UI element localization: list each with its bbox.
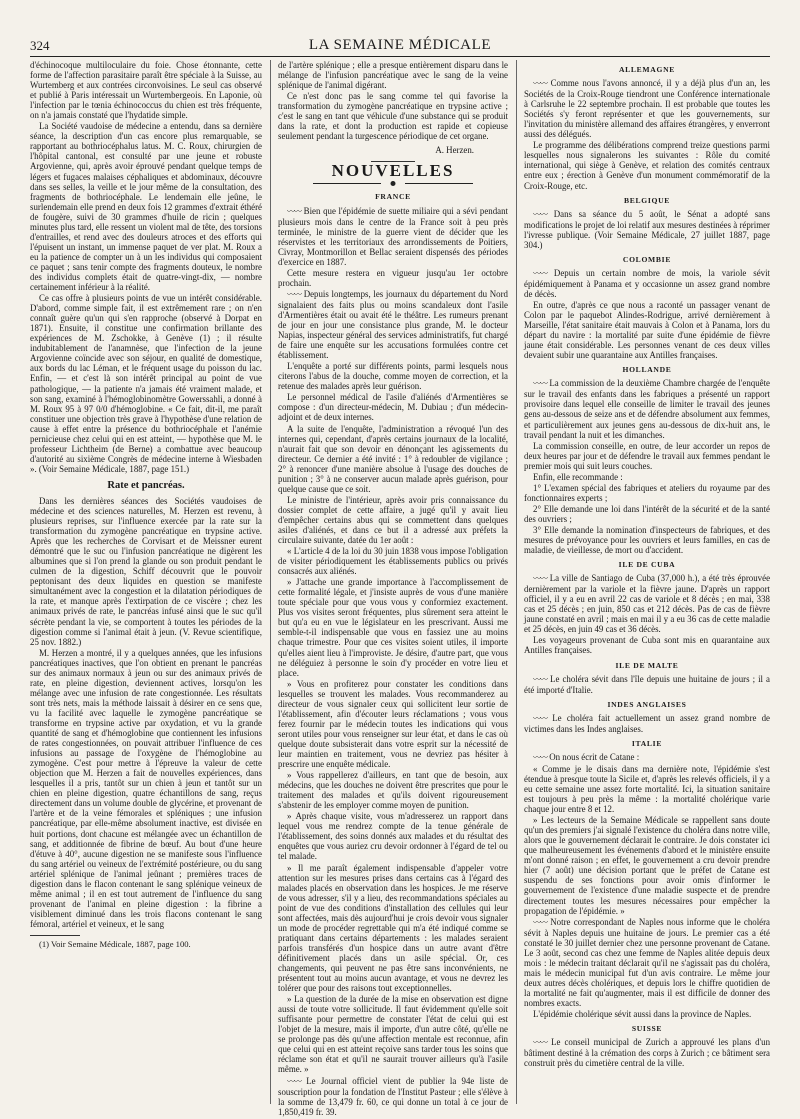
paragraph: 3° Elle demande la nomination d'inspecteurs de fabriques, et des mesures de prévoyance pour les ouvriers et leurs familles, en cas de maladie, de vieillesse, de mort ou d'accident. <box>524 524 770 556</box>
country-heading: ILE DE CUBA <box>618 560 676 570</box>
news-item: 〰〰 Le choléra sévit dans l'île depuis une huitaine de jours ; il a été importé d'Italie. <box>524 673 770 695</box>
paragraph: » J'attache une grande importance à l'accomplissement de cette formalité légale, et j'insiste auprès de vous d'une manière toute spéciale pour que vous vous y conformiez exactement. Plus vos visites seront fréquentes, plus sûrement sera atteint le but qu'a eu en vue le législateur en les prescrivant. Aussi me semble-t-il indispensable que vous en fassiez une au moins chaque trimestre. Pour que ces visites soient utiles, il importe qu'elles aient lieu à l'improviste. Je désire, d'autre part, que vous ne déléguiez à personne le soin d'y procéder en votre lieu et place. <box>278 577 508 678</box>
footnote-rule <box>30 935 80 936</box>
paragraph: « Comme je le disais dans ma dernière note, l'épidémie s'est étendue à presque toute la Sicile et, d'après les relevés officiels, il y a eu cette semaine une assez forte mortalité. Ici, la situation sanitaire est toujours à peu près la même : la mortalité cholérique varie chaque jour entre 8 et 12. <box>524 763 770 815</box>
country-heading: BELGIQUE <box>623 195 671 205</box>
news-mark-icon: 〰〰 <box>533 209 547 219</box>
country-heading: HOLLANDE <box>622 365 672 375</box>
news-item: 〰〰 On nous écrit de Catane : <box>533 751 640 762</box>
news-item: 〰〰 Le conseil municipal de Zurich a approuvé les plans d'un bâtiment destiné à la crémation des corps à Zurich ; ce bâtiment sera construit près du cimetière central de la ville. <box>524 1037 771 1069</box>
article-title: Rate et pancréas. <box>107 479 185 491</box>
news-mark-icon: 〰〰 <box>533 752 547 762</box>
column-divider <box>516 60 517 1104</box>
news-item: 〰〰 La commission de la deuxième Chambre chargée de l'enquête sur le travail des enfants dans les fabriques a présenté un rapport provisoire dans lequel elle conseille de limiter le travail des jeunes gens au-dessous de seize ans et de défendre absolument aux femmes, et particulièrement aux jeunes gens au-dessous de dix-huit ans, le travail pendant la nuit et les dimanches. <box>524 378 770 440</box>
paragraph: » La question de la durée de la mise en observation est digne aussi de toute votre sollicitude. Il faut évidemment qu'elle soit suffisante pour permettre de constater l'état de celui qui est l'objet de la mesure, mais il importe, d'un autre côté, qu'elle ne se prolonge pas dès qu'une affection mentale est reconnue, afin que celui qui en est atteint reçoive sans tarder tous les soins que réclame son état et qu'il ne saurait trouver ailleurs qu'à l'asile même. » <box>278 994 508 1075</box>
paragraph: d'échinocoque multiloculaire du foie. Chose étonnante, cette forme de l'affection parasitaire paraît être spéciale à la Suisse, au Wurtemberg et aux contrées circonvoisines. Le seul cas observé et publié à Paris intéressait un Wurtembergeois. En Laponie, où l'infection par le tœnia échinococcus du chien est très fréquente, on n'a jamais constaté que l'hydatide simple. <box>30 60 262 121</box>
country-heading: ITALIE <box>631 738 663 748</box>
news-mark-icon: 〰〰 <box>287 289 301 299</box>
news-mark-icon: 〰〰 <box>533 574 547 584</box>
paragraph: L'épidémie cholérique sévit aussi dans la province de Naples. <box>533 1009 752 1020</box>
paragraph: M. Herzen a montré, il y a quelques années, que les infusions pancréatiques inactives, que l'on obtient en prenant le pancréas sur des animaux normaux à jeun ou sur des animaux privés de rate, en pleine digestion, deviennent actives, lorsqu'on les mélange avec une infusion de rate congestionnée. Les résultats sont très nets, mais la méthode laissait à désirer en ce sens que, vu la facilité avec laquelle le zymogène pancréatique se transforme en trypsine active par oxydation, et vu la grande quantité de sang et d'hémoglobine que contiennent les infusions de rates congestionnées, on pouvait attribuer l'influence de ces infusions au passage de l'oxygène de l'hémoglobine au zymogène. C'est pour mettre à l'épreuve la valeur de cette objection que M. Herzen a fait de nouvelles expériences, dans lesquelles il a pris, tantôt sur un chien à jeun et tantôt sur un chien en pleine digestion, quatre échantillons de sang, reçus directement dans un volume double de glycérine, et provenant de l'artère et de la veine fémorales et spléniques ; une infusion pancréatique, par elle-même absolument inactive, est divisée en huit portions, dont chacune est mélangée avec un échantillon de sang, et additionnée de fibrine de bœuf. Au bout d'une heure d'étuve à 40°, aucune digestion ne se manifeste sous l'influence du sang artériel ou veineux de l'extrémité postérieure, ou du sang artériel splénique de l'animal jeûnant ; premières traces de digestion dans le flacon contenant le sang splénique veineux de même animal ; il en est tout autrement de l'influence du sang provenant de l'animal en pleine digestion : la fibrine a visiblement diminué dans les trois flacons contenant le sang fémoral, artériel et veineux, et le sang <box>30 647 262 929</box>
paragraph: Les voyageurs provenant de Cuba sont mis en quarantaine aux Antilles françaises. <box>524 635 770 656</box>
column-2 <box>278 60 508 1117</box>
paragraph: Enfin, elle recommande : <box>533 471 623 482</box>
news-mark-icon: 〰〰 <box>287 206 301 216</box>
news-item: 〰〰 La ville de Santiago de Cuba (37,000 h.), a été très éprouvée dernièrement par la variole et la fièvre jaune. D'après un rapport officiel, il y a eu en avril 22 cas de variole et 8 décès ; en mai, 338 cas et 25 décès ; en juin, 850 cas et 212 décès. Pas de cas de fièvre jaune constaté en avril ; mais en mai il y a eu 36 cas de cette maladie et 25 décès, en juin 49 cas et 36 décès. <box>524 573 771 635</box>
country-heading: ILE DE MALTE <box>615 660 679 670</box>
journal-title: LA SEMAINE MÉDICALE <box>308 37 492 53</box>
news-mark-icon: 〰〰 <box>533 1038 547 1048</box>
page-header <box>30 36 770 57</box>
news-item: 〰〰 Depuis un certain nombre de mois, la variole sévit épidémiquement à Panama et y occasionne un assez grand nombre de décès. <box>524 267 771 299</box>
paragraph: Le personnel médical de l'asile d'aliénés d'Armentières se compose : d'un directeur-médecin, M. Dubiau ; d'un médecin-adjoint et de deux internes. <box>278 392 508 423</box>
paragraph: » Les lecteurs de la Semaine Médicale se rappellent sans doute qu'un des premiers j'ai signalé l'existence du choléra dans notre ville, alors que le gouvernement déclarait le contraire. Je dois constater ici que malheureusement les événements d'abord et le ministère ensuite m'ont donné raison ; en effet, le gouvernement a cru devoir prendre hier (7 août) une décision portant que le préfet de Catane est suspendu de ses fonctions pour avoir omis d'informer le gouvernement de l'existence d'une maladie suspecte et de prendre directement toutes les mesures nécessaires pour empêcher la propagation de l'épidémie. » <box>524 815 770 916</box>
paragraph: Cette mesure restera en vigueur jusqu'au 1er octobre prochain. <box>278 267 508 288</box>
paragraph: La commission conseille, en outre, de leur accorder un repos de deux heures par jour et de défendre le travail aux femmes pendant le premier mois qui suit leurs couches. <box>524 440 770 471</box>
paragraph: A la suite de l'enquête, l'administration a révoqué l'un des internes qui, cependant, d'après certains journaux de la localité, n'aurait fait que son devoir en dénonçant les agissements du directeur. Ce dernier a été invité : 1° à redoubler de vigilance ; 2° à renoncer d'une manière absolue à l'usage des douches de punition ; 3° à ne conserver aucun malade après guérison, pour quelque cause que ce soit. <box>278 423 508 494</box>
news-mark-icon: 〰〰 <box>287 1076 301 1086</box>
news-item: 〰〰 Dans sa séance du 5 août, le Sénat a adopté sans modifications le projet de loi relatif aux mesures destinées à réprimer l'ivresse publique. (Voir Semaine Médicale, 27 juillet 1887, page 304.) <box>524 208 770 250</box>
paragraph: Le programme des délibérations comprend treize questions parmi lesquelles nous signalerons les suivantes : Rôle du comité international, qui siège à Genève, et relation des comités centraux entre eux ; érection à Genève d'un monument commémoratif de la Croix-Rouge, etc. <box>524 140 770 191</box>
paragraph: » Vous en profiterez pour constater les conditions dans lesquelles se trouvent les malades. Vous recommanderez au directeur de vous signaler ceux qui sollicitent leur sortie de l'établissement, afin d'écouter leurs réclamations ; vous vous ferez fournir par le médecin toutes les indications qui vous seront utiles pour vous renseigner sur leur état, et dans le cas où quelque doute subsisterait dans votre esprit sur la nécessité de leur maintien en traitement, vous ne devriez pas hésiter à prescrire une enquête médicale. <box>278 678 508 770</box>
news-mark-icon: 〰〰 <box>533 268 547 278</box>
paragraph: 1° L'examen spécial des fabriques et ateliers du royaume par des fonctionnaires experts ; <box>524 482 770 503</box>
section-title: NOUVELLES <box>331 161 455 181</box>
paragraph: L'enquête a porté sur différents points, parmi lesquels nous citerons l'abus de la douche, comme moyen de correction, et la retenue des malades après leur guérison. <box>278 361 508 392</box>
paragraph: » Il me paraît également indispensable d'appeler votre attention sur les mesures prises dans certains cas à l'égard des malades placés en observation dans les hospices. Je me réserve de vous adresser, s'il y a lieu, des recommandations spéciales au point de vue des conditions d'installation des cellules qui leur sont affectées, mais dès aujourd'hui je crois devoir vous signaler un mode de procéder regrettable qui m'a été indiqué comme se pratiquant dans certains départements : les malades seraient parfois transférés d'un hospice dans un autre avant d'être définitivement placés dans un asile spécial. Or, ces changements, qui peuvent ne pas être sans inconvénients, ne présentent tout au moins aucun avantage, et vous ne devrez les tolérer que pour des raisons tout exceptionnelles. <box>278 862 508 994</box>
news-item: 〰〰 Notre correspondant de Naples nous informe que le choléra sévit à Naples depuis une huitaine de jours. Le premier cas a été constaté le 30 juillet dernier chez une personne provenant de Catane. Le 3 août, second cas chez une femme de Naples alitée depuis deux mois : le médecin traitant déclarait qu'il ne s'agissait pas du choléra, mais le médecin municipal fut d'un avis contraire. Le même jour deux autres décès cholériques, et depuis lors le chiffre quotidien de la mortalité ne fait qu'augmenter, mais il est difficile de donner des nombres exacts. <box>524 916 771 1008</box>
page-number: 324 <box>30 38 50 53</box>
paragraph: de l'artère splénique ; elle a presque entièrement disparu dans le mélange de l'infusion pancréatique avec le sang de la veine splénique de l'animal digérant. <box>278 60 508 91</box>
paragraph: 2° Elle demande une loi dans l'intérêt de la sécurité et de la santé des ouvriers ; <box>524 503 770 524</box>
country-heading: FRANCE <box>375 192 411 202</box>
news-item: 〰〰 Comme nous l'avons annoncé, il y a déjà plus d'un an, les Sociétés de la Croix-Rouge tiendront une Conférence internationale à Carlsruhe le 22 septembre prochain. Il est probable que toutes les Sociétés s'y feront représenter et que les gouvernements, sur l'invitation du ministère allemand des affaires étrangères, y enverront aussi des délégués. <box>524 78 770 140</box>
paragraph: » Vous rappellerez d'ailleurs, en tant que de besoin, aux médecins, que les douches ne doivent être prescrites que pour le traitement des malades et qu'ils doivent rigoureusement s'abstenir de les employer comme moyen de punition. <box>278 770 508 811</box>
news-mark-icon: 〰〰 <box>533 79 547 89</box>
news-item: 〰〰 Le choléra fait actuellement un assez grand nombre de victimes dans les Indes anglaises. <box>524 712 770 734</box>
paragraph: En outre, d'après ce que nous a raconté un passager venant de Colon par le paquebot Alindes-Rodrigue, arrivé dernièrement à Marseille, l'état sanitaire était mauvais à Colon et à Panama, lors du départ du navire : la mortalité par suite d'une épidémie de fièvre jaune était considérable. Les personnes venant de ces deux villes devaient subir une quarantaine aux Antilles françaises. <box>524 299 770 361</box>
paragraph: Le ministre de l'intérieur, après avoir pris connaissance du dossier complet de cette affaire, a jugé qu'il y avait lieu d'empêcher certains abus qui se commettent dans quelques asiles d'aliénés, et dans ce but il a adressé aux préfets la circulaire suivante, datée du 1er août : <box>278 494 508 546</box>
footnote: (1) Voir Semaine Médicale, 1887, page 100. <box>39 938 191 949</box>
news-item: 〰〰 Le Journal officiel vient de publier la 94e liste de souscription pour la fondation de l'Institut Pasteur ; elle s'élève à la somme de 13,479 fr. 60, ce qui donne un total à ce jour de 1,850,419 fr. 39. <box>278 1075 508 1117</box>
news-item: 〰〰 Bien que l'épidémie de suette miliaire qui a sévi pendant plusieurs mois dans le centre de la France soit à peu près terminée, le ministre de la guerre vient de décider que les réservistes et les territoriaux des arrondissements de Poitiers, Civray, Montmorillon et Bellac seraient dispensés des périodes d'exercice en 1887. <box>278 205 508 267</box>
newspaper-page <box>30 36 771 1117</box>
news-item: 〰〰 Depuis longtemps, les journaux du département du Nord signalaient des faits plus ou moins scandaleux dont l'asile d'Armentières était ou avait été le théâtre. Les rumeurs prenant de jour en jour une consistance plus grande, M. le docteur Napias, inspecteur général des services administratifs, fut chargé de faire une enquête sur les accusations formulées contre cet établissement. <box>278 288 508 361</box>
paragraph: Dans les dernières séances des Sociétés vaudoises de médecine et des sciences naturelles, M. Herzen est revenu, à plusieurs reprises, sur l'influence exercée par la rate sur la transformation du zymogène pancréatique en trypsine active. Après que les recherches de Corvisart et de Meissner eurent démontré que le suc ou l'infusion pancréatique ne digèrent les albumines que si l'on prend la glande ou son produit pendant le culmen de la digestion, Schiff découvrit que le pouvoir peptonisant des deux liquides en question se manifeste simultanément avec la congestion et la dilatation périodiques de la rate, et manque après l'extirpation de ce viscère ; chez les animaux privés de rate, le pancréas infusé ainsi que le suc qu'il sécrète pendant la vie, se comportent à toutes les périodes de la digestion comme si l'animal était à jeun. (V. Revue scientifique, 25 nov. 1882.) <box>30 495 262 647</box>
columns <box>30 60 771 1117</box>
paragraph: » Après chaque visite, vous m'adresserez un rapport dans lequel vous me rendrez compte de la tenue générale de l'établissement, des soins donnés aux malades et du résultat des enquêtes que vous auriez cru devoir ordonner à l'égard de tel ou tel malade. <box>278 811 508 862</box>
news-mark-icon: 〰〰 <box>533 674 547 684</box>
paragraph: Ce cas offre à plusieurs points de vue un intérêt considérable. D'abord, comme simple fait, il est extrêmement rare ; on n'en connaît guère qu'un qui s'en rapproche (observé à Dorpat en 1871). Ensuite, il constitue une confirmation brillante des expériences de M. Zschokke, à Genève (1) ; il résulte indubitablement de l'anamnèse, que l'infection de la jeune Argovienne coïncide avec son séjour, en qualité de domestique, aux bords du lac Léman, et le fréquent usage du poisson du lac. Enfin, — et c'est là son intérêt principal au point de vue pathologique, — la patiente n'a jamais été vraiment malade, et son sang, examiné à l'hémoglobinomètre Gowerssahli, a donné à M. Roux 95 à 97 0/0 d'hémoglobine. « Ce fait, dit-il, me paraît constituer une objection très grave à l'hypothèse d'une relation de cause à effet entre la présence du bothriocéphale et l'anémie pernicieuse chez celui qui en est atteint, — hypothèse que M. le professeur Lichtheim (de Berne) a combattue avec beaucoup d'autorité au sixième Congrès de médecine interne à Wiesbaden ». (Voir Semaine Médicale, 1887, page 151.) <box>30 293 262 474</box>
ornament-rule-icon <box>313 180 473 187</box>
news-mark-icon: 〰〰 <box>533 917 547 927</box>
column-3 <box>524 60 770 1104</box>
column-divider <box>270 60 271 1104</box>
country-heading: ALLEMAGNE <box>618 65 676 74</box>
column-1 <box>30 60 262 1104</box>
author-signature: A. Herzen. <box>435 145 474 156</box>
paragraph: La Société vaudoise de médecine a entendu, dans sa dernière séance, la description d'un cas encore plus remarquable, se rapportant au bothriocéphalus latus. M. C. Roux, chirurgien de l'hôpital cantonal, est consulté par une jeune et robuste Argovienne, qui, après avoir éprouvé pendant quelque temps de légers et fugaces malaises céphaliques et abdominaux, découvre dans ses selles, la veille et le jour même de la consultation, des fragments de bothriocéphale. Le lendemain elle jeûne, le surlendemain elle prend en deux fois 12 grammes d'extrait éthéré de fougère, suivi de 30 grammes d'huile de ricin ; quelques minutes plus tard, elle ressent un violent mal de tête, des torsions d'entrailles, et rend avec des douleurs atroces et des efforts qui l'épuisent un instant, un immense paquet de ver plat. M. Roux a eu la patience de compter un à un les individus qui composaient ce paquet ; sans tenir compte des fragments douteux, le nombre des individus complets était de quatre-vingt-dix, — nombre certainement inférieur à la réalité. <box>30 121 262 293</box>
paragraph: « L'article 4 de la loi du 30 juin 1838 vous impose l'obligation de visiter périodiquement les établissements publics ou privés consacrés aux aliénés. <box>278 546 508 577</box>
country-heading: SUISSE <box>631 1024 663 1034</box>
paragraph: Ce n'est donc pas le sang comme tel qui favorise la transformation du zymogène pancréatique en trypsine active ; c'est le sang en tant que véhicule d'une substance qui se produit dans la rate, et dont la production est rapide et copieuse seulement pendant la turgescence périodique de cet organe. <box>278 91 508 142</box>
country-heading: COLOMBIE <box>622 254 672 264</box>
news-mark-icon: 〰〰 <box>533 713 547 723</box>
news-mark-icon: 〰〰 <box>533 379 547 389</box>
country-heading: INDES ANGLAISES <box>607 699 687 709</box>
